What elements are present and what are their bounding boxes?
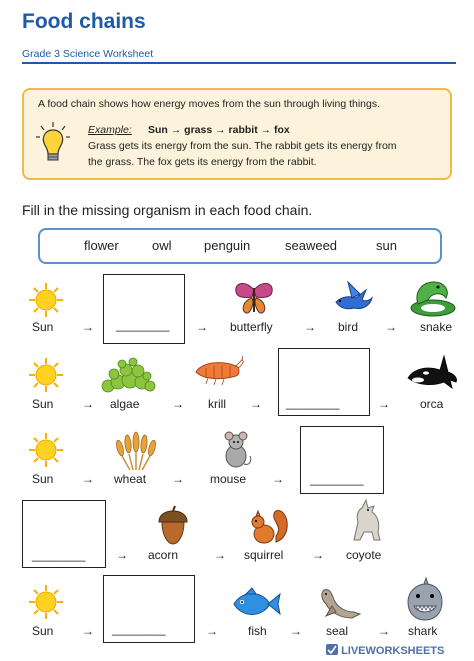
chain-item-label: algae: [110, 397, 140, 411]
arrow: →: [206, 624, 218, 638]
word-bank-item: owl: [152, 238, 172, 253]
chain-item-label: coyote: [346, 548, 382, 562]
mouse-icon: [218, 430, 254, 470]
arrow: →: [290, 624, 302, 638]
liveworksheets-logo-icon: [326, 644, 338, 655]
chain-item-label: snake: [420, 320, 453, 334]
word-bank-item: seaweed: [285, 238, 338, 253]
answer-blank[interactable]: ________: [112, 622, 166, 636]
chain-item-label: acorn: [148, 548, 179, 562]
arrow: →: [116, 548, 128, 562]
example-label: Example:: [88, 124, 132, 136]
chain-item-label: mouse: [210, 472, 247, 486]
sun-icon: [28, 432, 64, 468]
chain-item-label: Sun: [32, 624, 54, 638]
algae-icon: [100, 356, 156, 394]
page-title: Food chains: [22, 10, 146, 33]
info-text-line3: the grass. The fox gets its energy from the rabbit.: [88, 156, 317, 168]
arrow: →: [312, 548, 324, 562]
answer-blank[interactable]: ________: [32, 548, 86, 562]
lightbulb-icon: [36, 122, 70, 164]
arrow: →: [385, 320, 397, 334]
answer-blank[interactable]: ________: [116, 318, 170, 332]
answer-blank[interactable]: ________: [310, 472, 364, 486]
coyote-icon: [346, 500, 390, 544]
arrow: →: [378, 397, 390, 411]
example-chain: Sun → grass → rabbit → fox: [148, 124, 290, 136]
arrow: →: [214, 548, 226, 562]
bird-icon: [332, 280, 374, 316]
chain-item-label: seal: [326, 624, 349, 638]
chain-item-label: Sun: [32, 320, 54, 334]
wheat-icon: [112, 430, 158, 470]
squirrel-icon: [246, 506, 290, 546]
answer-box[interactable]: [103, 274, 185, 344]
seal-icon: [316, 582, 360, 622]
word-bank-item: flower: [84, 238, 119, 253]
info-text-line1: A food chain shows how energy moves from the sun through living things.: [38, 98, 381, 110]
arrow: →: [378, 624, 390, 638]
answer-blank[interactable]: ________: [286, 396, 340, 410]
chain-item-label: bird: [338, 320, 359, 334]
arrow: →: [82, 320, 94, 334]
chain-item-label: butterfly: [230, 320, 273, 334]
chain-item-label: krill: [208, 397, 226, 411]
chain-item-label: orca: [420, 397, 444, 411]
arrow: →: [82, 397, 94, 411]
arrow: →: [172, 397, 184, 411]
arrow: →: [172, 472, 184, 486]
footer-brand: [326, 644, 444, 657]
orca-icon: [404, 354, 460, 392]
snake-icon: [408, 278, 458, 318]
header-divider: [22, 62, 456, 64]
chain-item-label: wheat: [114, 472, 147, 486]
krill-icon: [192, 356, 244, 386]
instruction-text: Fill in the missing organism in each food chain.: [22, 202, 313, 218]
chain-item-label: fish: [248, 624, 267, 638]
sun-icon: [28, 584, 64, 620]
info-text-line2: Grass gets its energy from the sun. The rabbit gets its energy from: [88, 140, 397, 152]
chain-item-label: shark: [408, 624, 438, 638]
acorn-icon: [156, 506, 190, 546]
sun-icon: [28, 357, 64, 393]
footer-text: LIVEWORKSHEETS: [341, 645, 445, 657]
chain-item-label: Sun: [32, 397, 54, 411]
arrow: →: [304, 320, 316, 334]
arrow: →: [250, 397, 262, 411]
word-bank-item: penguin: [204, 238, 251, 253]
shark-icon: [404, 582, 446, 622]
arrow: →: [272, 472, 284, 486]
arrow: →: [196, 320, 208, 334]
sun-icon: [28, 282, 64, 318]
chain-item-label: squirrel: [244, 548, 284, 562]
word-bank-item: sun: [376, 238, 397, 253]
fish-icon: [232, 588, 280, 620]
butterfly-icon: [232, 280, 276, 318]
page-subtitle: Grade 3 Science Worksheet: [22, 48, 154, 60]
arrow: →: [82, 624, 94, 638]
chain-item-label: Sun: [32, 472, 54, 486]
arrow: →: [82, 472, 94, 486]
